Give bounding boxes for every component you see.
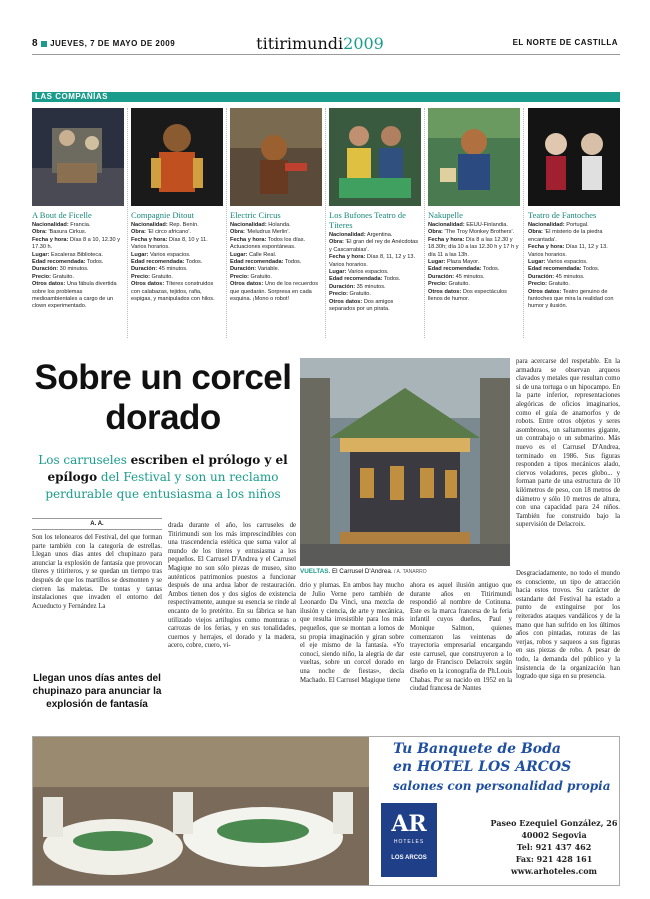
- info-line: Lugar: Varios espacios.: [329, 269, 389, 276]
- company-card: [32, 108, 124, 311]
- pull-quote: Llegan unos días antes del chupinazo para anunciar la explosión de fantasía: [32, 673, 162, 710]
- company-photo: [428, 108, 520, 206]
- hotel-advertisement: [32, 736, 620, 886]
- info-line: Duración: 45 minutos.: [131, 266, 188, 273]
- page-header-date: [32, 38, 175, 49]
- company-card: [131, 108, 223, 303]
- section-brand: [250, 34, 390, 53]
- hotel-contact: [489, 817, 619, 877]
- info-line: Precio: Gratuito.: [131, 273, 173, 280]
- company-card: [230, 108, 322, 303]
- info-line: Precio: Gratuito.: [230, 273, 272, 280]
- ad-headline: Tu Banquete de Boda: [393, 741, 561, 757]
- info-line: Otros datos: Una fábula divertida sobre los problemas medioambientales a cargo de un clown experimentado.: [32, 281, 117, 310]
- hotel-fax: Fax: 921 428 161: [515, 854, 593, 864]
- info-line: Nacionalidad: Argentina.: [329, 232, 393, 238]
- info-line: Obra: 'Basura Cirkus.: [32, 229, 87, 236]
- company-name: Compagnie Ditout: [131, 210, 195, 220]
- article-column: drio y plumas. En ambos hay mucho de Julio Verne pero también de Leonardo Da Vinci, una mezcla de ilusión y ciencia, de arte y mecánica, que resulta irresistible para los más pequeños, que se montan a lomos de su propia imaginación y giran sobre el eje mismo de la fantasía. «Yo conocí, siendo niño, la alegría de dar vueltas, sobre un corcel dorado en una noche de fiestas», decía Machado. El Carrusel Magique tiene: [300, 582, 404, 684]
- info-line: Edad recomendada: Todos.: [329, 276, 401, 283]
- company-name: Electric Circus: [230, 210, 281, 220]
- company-photo: [230, 108, 322, 206]
- info-line: Nacionalidad: EEUU-Finlandia.: [428, 222, 508, 228]
- info-line: Lugar: Varios espacios.: [131, 251, 191, 258]
- info-line: Precio: Gratuito.: [329, 291, 371, 298]
- company-photo: [329, 108, 421, 206]
- info-line: Edad recomendada: Todos.: [131, 259, 203, 266]
- section-band-label: LAS COMPAÑÍAS: [35, 92, 109, 101]
- accent-square-icon: [41, 41, 47, 47]
- info-line: Fecha y hora: Días 8, 10 y 11. Varios horarios.: [131, 236, 208, 251]
- info-line: Duración: 35 minutos.: [329, 283, 386, 290]
- company-info: [528, 222, 620, 311]
- info-line: Otros datos: Dos amigos separados por un pirata.: [329, 298, 394, 313]
- company-info: [329, 232, 421, 313]
- company-photo: [131, 108, 223, 206]
- section-brand-year: 2009: [343, 34, 384, 53]
- info-line: Otros datos: Dos espectáculos llenos de humor.: [428, 288, 507, 303]
- company-photo: [32, 108, 124, 206]
- company-info: [131, 222, 223, 303]
- column-divider: [226, 108, 227, 338]
- info-line: Edad recomendada: Todos.: [528, 266, 600, 273]
- info-line: Otros datos: Títeres construidos con calabazas, tejidos, rafia, espigas, y manipulados con hilos.: [131, 281, 215, 303]
- article-column: drada durante el año, los carruseles de Titirimundi son los más imprescindibles con una trascendencia estética que suma valor al mundo de los títeres y entusiasma a los pequeños. El Carrusel D'Andrea y el Carrusel Magique no son sólo piezas de museo, sino auténticos patrimonios puestos a funcionar después de una ardua labor de restauración. Ambos tienen dos y dos siglos de existencia respectivamente, aunque su esencia se rinde al encanto de lo pretérito. En su fábrica se han utilizado viejos artilugios como monturas o carrozas de los ferias, y en sus tonalidades, cuernos y herrajes, el dorado y la madera, acero, cobre, cuero, vi-: [168, 522, 296, 650]
- banquet-photo: [33, 737, 369, 885]
- info-line: Edad recomendada: Todos.: [32, 259, 104, 266]
- article-column: ahora es aquel ilusión antiguo que durante años en Titirimundi respondió al nombre de Cotinuna. Este es la marca francesa de la feria infantil cuyos dueños, Paul y Monique Salmon, quienes comenzaron las veintenas de trayectoria empresarial encargando este carrusel, que construyeron a lo largo de Francisco Delacroix según diseño en la iconografía de Ph.Louis Chabas. Por su nacido en 1952 en la ciudad francesa de Nantes: [410, 582, 512, 693]
- info-line: Lugar: Plaza Mayor.: [428, 259, 480, 266]
- company-photo: [528, 108, 620, 206]
- info-line: Lugar: Varios espacios.: [528, 259, 588, 266]
- info-line: Precio: Gratuito.: [32, 273, 74, 280]
- company-info: [428, 222, 520, 303]
- column-divider: [325, 108, 326, 338]
- company-name: A Bout de Ficelle: [32, 210, 92, 220]
- section-brand-name: titirimundi: [256, 34, 344, 53]
- column-divider: [523, 108, 524, 338]
- header-rule: [32, 54, 620, 55]
- section-band: [32, 92, 620, 102]
- hotel-website[interactable]: www.arhoteles.com: [510, 866, 598, 876]
- company-card: [329, 108, 421, 313]
- info-line: Otros datos: Uno de los recuerdos que quedarán. Sorpresa en cada esquina. ¡Mono o robot!: [230, 281, 318, 303]
- info-line: Obra: 'El misterio de la piedra encantada'.: [528, 229, 603, 243]
- newspaper-name: EL NORTE DE CASTILLA: [512, 38, 618, 47]
- hotel-phone: Tel: 921 437 462: [516, 842, 592, 852]
- info-line: Nacionalidad: Portugal.: [528, 222, 589, 228]
- article-headline: Sobre un corcel dorado: [34, 358, 292, 437]
- company-card: [428, 108, 520, 303]
- article-column: Son los telonearos del Festival, del que forman parte también con la categoría de estrellas. Llegan unos días antes del chupinazo para anunciar la explosión de fantasía que provocan títeres y titiriteros, y se quedan un tiempo tras después de que los martillos se desmonten y se cierren las maletas. De tontas y tantas instalaciones que invaden el entorno del Acueducto y Fernández La: [32, 534, 162, 610]
- info-line: Duración: Variable.: [230, 266, 280, 273]
- info-line: Duración: 30 minutos.: [32, 266, 89, 273]
- info-line: Nacionalidad: Holanda.: [230, 222, 291, 228]
- column-divider: [424, 108, 425, 338]
- info-line: Obra: 'El gran del rey de Anécdotas y Cascarrabias'.: [329, 239, 419, 253]
- ad-tagline: salones con personalidad propia: [393, 779, 611, 793]
- company-card: [528, 108, 620, 311]
- info-line: Lugar: Escaleras Biblioteca.: [32, 251, 103, 258]
- info-line: Fecha y hora: Días 11, 12 y 13. Varios horarios.: [528, 244, 608, 258]
- info-line: Obra: 'Meludrus Merlin'.: [230, 229, 290, 236]
- article-column: Desgraciadamente, no todo el mundo es consciente, un tipo de atracción hacia estos trovos. Su carácter de estandarte del Festival ha estado a punto de extinguirse por los reiterados ataques vandálicos y de la mano que han sufrido en los últimos años con pintadas, roturas de las verjas, robos y saqueos a sus figuras en sus piezas de robo. A pesar de todo, la demanda del público y la insistencia de la organización han logrado que siga en su presencia.: [516, 570, 620, 681]
- info-line: Duración: 45 minutos.: [528, 273, 585, 280]
- hotel-city: 40002 Segovia: [521, 830, 587, 840]
- info-line: Fecha y hora: Día 8 a las 12.30 y 18.30h; día 10 a las 12.30 h y 17 h y día 11 a las 13h.: [428, 236, 519, 258]
- page-number: 8: [32, 38, 39, 49]
- carousel-photo: [300, 358, 510, 566]
- logo-mark: AR: [391, 811, 427, 837]
- info-line: Precio: Gratuito.: [428, 281, 470, 288]
- photo-caption: VUELTAS. El Carrusel D'Andrea. / A. TANARRO: [300, 568, 427, 575]
- info-line: Edad recomendada: Todos.: [230, 259, 302, 266]
- info-line: Nacionalidad: Rep. Benín.: [131, 222, 199, 228]
- info-line: Duración: 45 minutos.: [428, 273, 485, 280]
- info-line: Obra: 'El circo africano'.: [131, 229, 191, 236]
- ad-headline-hotel: en HOTEL LOS ARCOS: [393, 759, 572, 775]
- company-info: [32, 222, 124, 311]
- company-info: [230, 222, 322, 303]
- info-line: Precio: Gratuito.: [528, 281, 570, 288]
- logo-name: LOS ARCOS: [391, 855, 427, 861]
- hotel-address: Paseo Ezequiel González, 26: [490, 818, 618, 828]
- info-line: Fecha y hora: Días 8, 11, 12 y 13. Varios horarios.: [329, 254, 416, 268]
- article-column: para acercarse del respetable. En la armadura se observan arqueos clavados y metales que resultan como si de una tortuga o un hipocampo. En la parte inferior, representaciones alegóricas de oficios imaginarios, como el guía de anamorfos y de robots. Entre otros objetos y seres asombrosos, un saltamontes gigante, un contrabajo o un submarino. Más nuevo es el Carrusel D'Andrea, terminado en 1986. Sus figuras responden a tipos mecánicos alado, ciervos voladores, peces globo... y forman parte de una estructura de 10 kilómetros de peso, con 18 metros de diámetro y sólo 10 metros de altura, con una capacidad para 24 niños. También fue construido bajo la supervisión de Delacroix.: [516, 358, 620, 529]
- logo-subtitle: HOTELES: [393, 839, 425, 845]
- info-line: Fecha y hora: Días 8 a 10, 12.30 y 17.30 h.: [32, 236, 120, 251]
- company-name: Teatro de Fantoches: [528, 210, 597, 220]
- issue-date: JUEVES, 7 DE MAYO DE 2009: [50, 39, 176, 48]
- column-divider: [127, 108, 128, 338]
- article-subhead: Los carruseles escriben el prólogo y el epílogo del Festival y son un reclamo perdurable que entusiasma a los niños: [38, 453, 288, 501]
- company-name: Nakupelle: [428, 210, 463, 220]
- company-name: Los Bufones Teatro de Títeres: [329, 210, 406, 230]
- info-line: Obra: 'The Troy Monkey Brothers'.: [428, 229, 515, 236]
- info-line: Lugar: Calle Real.: [230, 251, 277, 258]
- info-line: Otros datos: Teatro genuino de fantoches que mira la realidad con humor y ilusión.: [528, 288, 614, 310]
- info-line: Fecha y hora: Todos los días. Actuaciones espontáneas.: [230, 236, 306, 251]
- info-line: Edad recomendada: Todos.: [428, 266, 500, 273]
- article-byline: A. A.: [32, 518, 162, 530]
- info-line: Nacionalidad: Francia.: [32, 222, 91, 228]
- hotel-logo: [381, 803, 437, 877]
